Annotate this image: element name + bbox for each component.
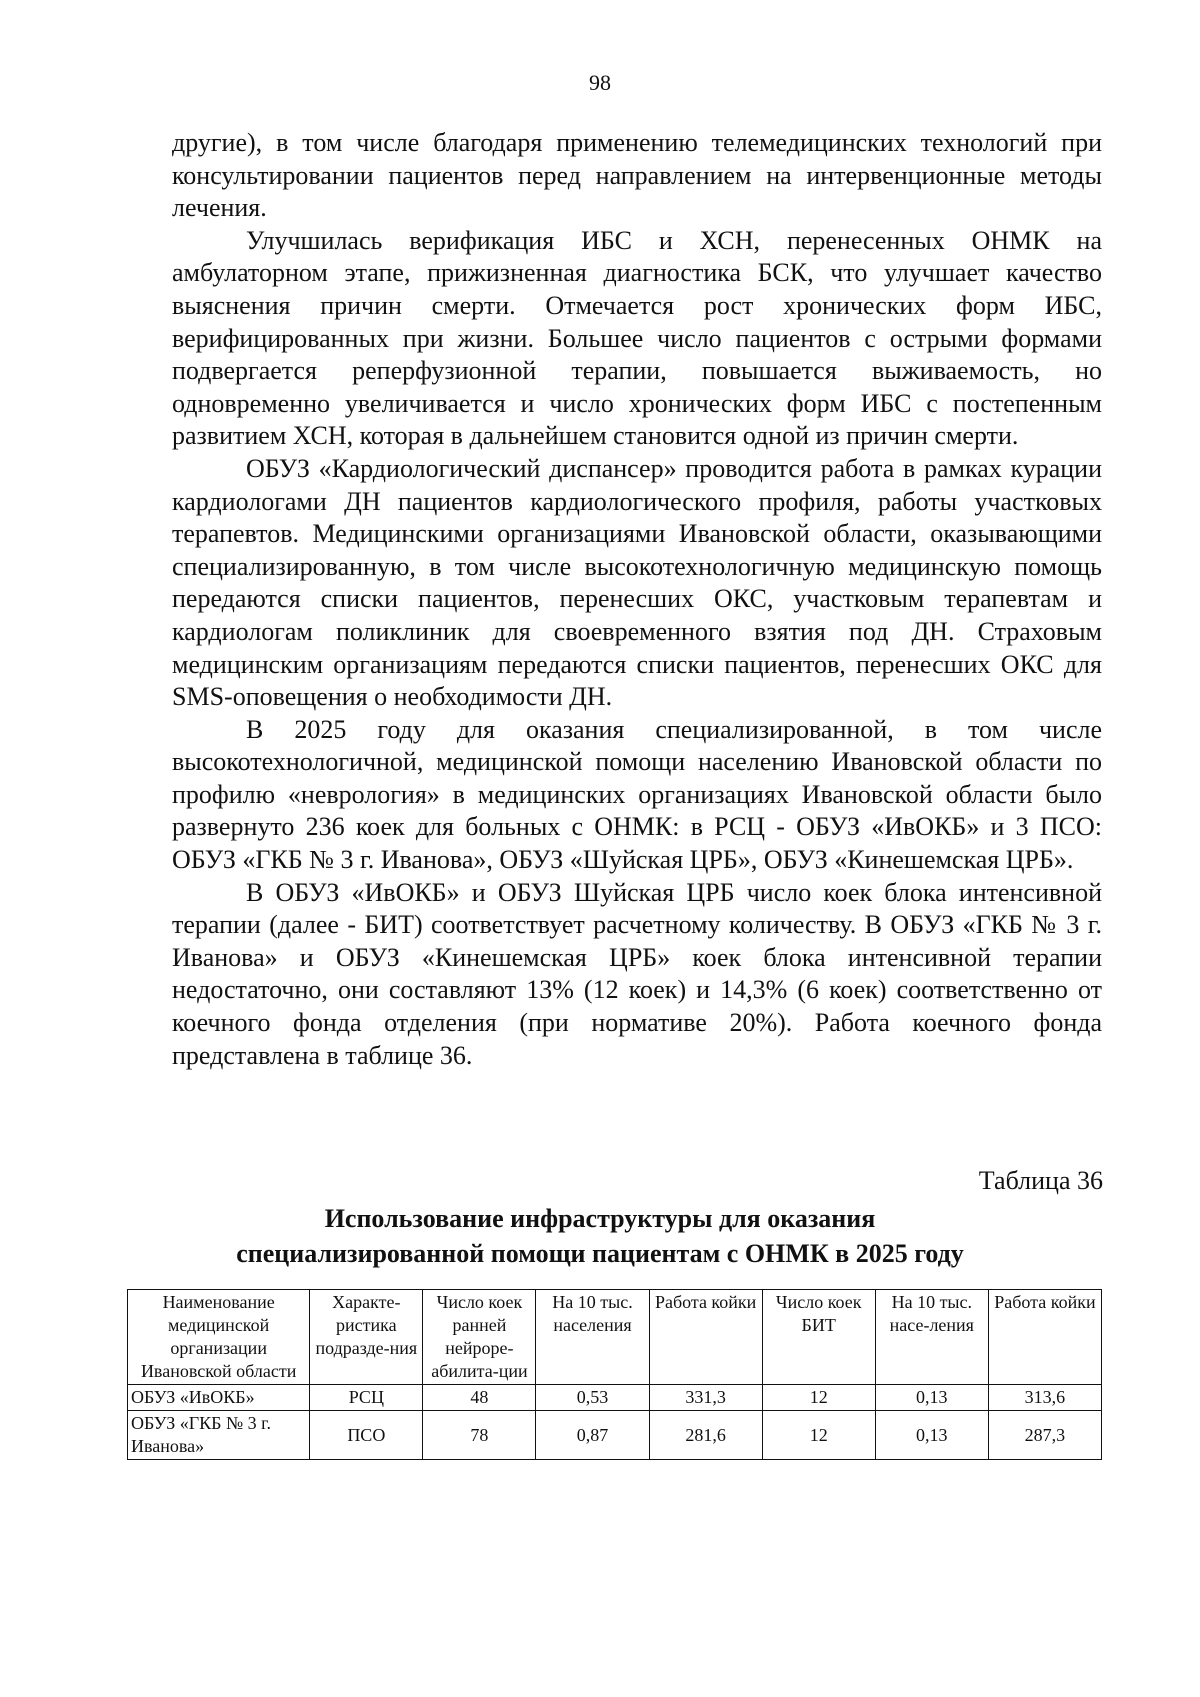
table-cell: 287,3 — [988, 1411, 1101, 1460]
table-cell: 331,3 — [649, 1385, 762, 1411]
table-cell: 0,13 — [875, 1385, 988, 1411]
header-cell-rehab-beds: Число коек ранней нейроре-абилита-ции — [423, 1290, 536, 1385]
header-cell-icu-beds: Число коек БИТ — [762, 1290, 875, 1385]
paragraph: Улучшилась верификация ИБС и ХСН, перенесенных ОНМК на амбулаторном этапе, прижизненная диагностика БСК, что улучшает качество выяснения причин смерти. Отмечается рост хронических форм ИБС, верифицированных при жизни. Большее число пациентов с острыми формами подвергается реперфузионной терапии, повышается выживаемость, но одновременно увеличивается и число хронических форм ИБС с постепенным развитием ХСН, которая в дальнейшем становится одной из причин смерти. — [172, 225, 1102, 451]
header-cell-organization: Наименование медицинской организации Ивановской области — [128, 1290, 310, 1385]
header-cell-unit-type: Характе-ристика подразде-ния — [310, 1290, 423, 1385]
table-cell: 78 — [423, 1411, 536, 1460]
table-cell: 0,53 — [536, 1385, 649, 1411]
table-title — [0, 1201, 1200, 1271]
table-cell: 281,6 — [649, 1411, 762, 1460]
table-header-row — [128, 1290, 1102, 1385]
table-row — [128, 1385, 1102, 1411]
table-cell: 313,6 — [988, 1385, 1101, 1411]
bed-capacity-table — [127, 1289, 1102, 1460]
page-number: 98 — [589, 70, 611, 95]
table-cell: ОБУЗ «ГКБ № 3 г. Иванова» — [128, 1411, 310, 1460]
table-cell: 48 — [423, 1385, 536, 1411]
table-number-label: Таблица 36 — [978, 1166, 1103, 1195]
paragraph: ОБУЗ «Кардиологический диспансер» проводится работа в рамках курации кардиологами ДН пациентов кардиологического профиля, работы участковых терапевтов. Медицинскими организациями Ивановской области, оказывающими специализированную, в том числе высокотехнологичную медицинскую помощь передаются списки пациентов, перенесших ОКС, участковым терапевтам и кардиологам поликлиник для своевременного взятия под ДН. Страховым медицинским организациям передаются списки пациентов, перенесших ОКС для SMS-оповещения о необходимости ДН. — [172, 453, 1102, 712]
table-cell: ОБУЗ «ИвОКБ» — [128, 1385, 310, 1411]
body-text — [172, 127, 1102, 1072]
table-cell: ПСО — [310, 1411, 423, 1460]
table-cell: 0,87 — [536, 1411, 649, 1460]
header-cell-rehab-per-10k: На 10 тыс. населения — [536, 1290, 649, 1385]
table-cell: 0,13 — [875, 1411, 988, 1460]
header-cell-icu-per-10k: На 10 тыс. насе-ления — [875, 1290, 988, 1385]
table-cell: 12 — [762, 1385, 875, 1411]
table-cell: 12 — [762, 1411, 875, 1460]
paragraph: В ОБУЗ «ИвОКБ» и ОБУЗ Шуйская ЦРБ число коек блока интенсивной терапии (далее - БИТ) соответствует расчетному количеству. В ОБУЗ «ГКБ № 3 г. Иванова» и ОБУЗ «Кинешемская ЦРБ» коек блока интенсивной терапии недостаточно, они составляют 13% (12 коек) и 14,3% (6 коек) соответственно от коечного фонда отделения (при нормативе 20%). Работа коечного фонда представлена в таблице 36. — [172, 877, 1102, 1070]
table-cell: РСЦ — [310, 1385, 423, 1411]
table-title-line: Использование инфраструктуры для оказания — [324, 1204, 876, 1233]
table-title-line: специализированной помощи пациентам с ОНМК в 2025 году — [236, 1239, 964, 1268]
paragraph: В 2025 году для оказания специализированной, в том числе высокотехнологичной, медицинской помощи населению Ивановской области по профилю «неврология» в медицинских организациях Ивановской области было развернуто 236 коек для больных с ОНМК: в РСЦ - ОБУЗ «ИвОКБ» и 3 ПСО: ОБУЗ «ГКБ № 3 г. Иванова», ОБУЗ «Шуйская ЦРБ», ОБУЗ «Кинешемская ЦРБ». — [172, 714, 1102, 875]
header-cell-rehab-bed-work: Работа койки — [649, 1290, 762, 1385]
table-row — [128, 1411, 1102, 1460]
header-cell-icu-bed-work: Работа койки — [988, 1290, 1101, 1385]
paragraph: другие), в том числе благодаря применению телемедицинских технологий при консультировании пациентов перед направлением на интервенционные методы лечения. — [172, 128, 1102, 223]
